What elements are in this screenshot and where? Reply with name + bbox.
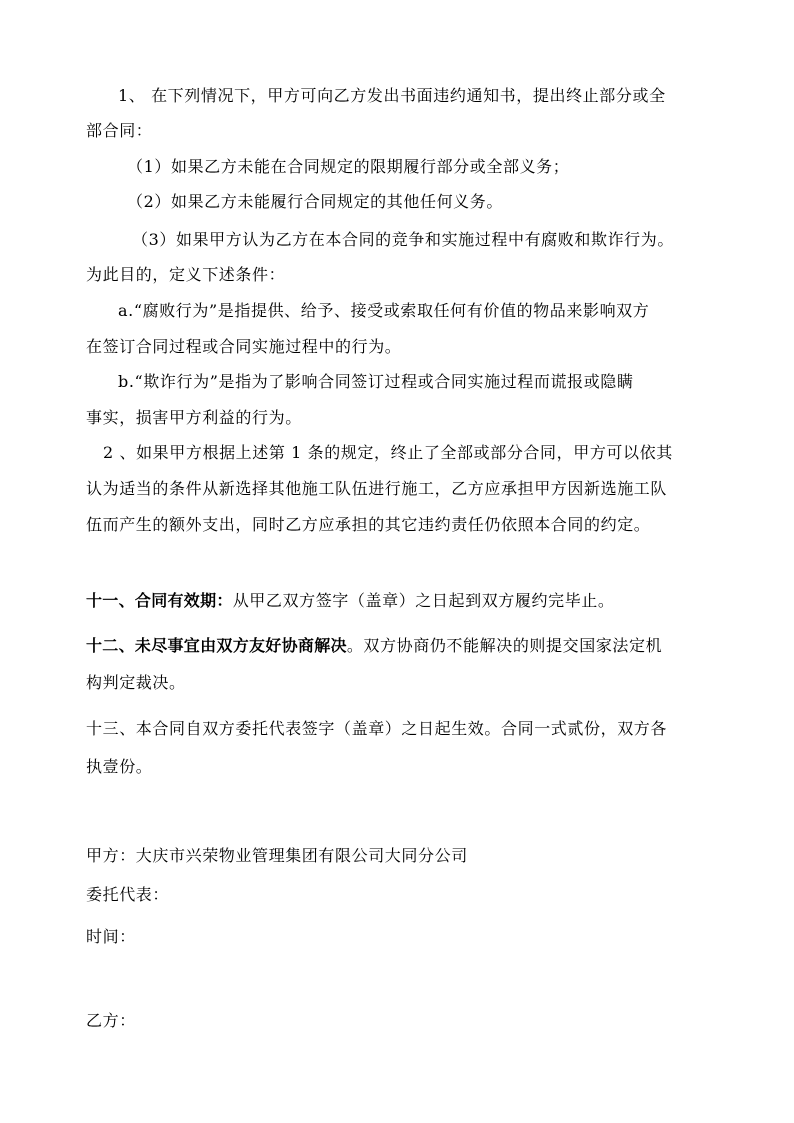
termination-item-1-line-2: 部合同： <box>86 121 153 140</box>
clause-12-line-1 <box>86 636 746 656</box>
clause-12-text: 。双方协商仍不能解决的则提交国家法定机 <box>346 636 663 655</box>
termination-item-2-line-3: 伍而产生的额外支出，同时乙方应承担的其它违约责任仍依照本合同的约定。 <box>86 515 651 534</box>
clause-12-heading: 十二、未尽事宜由双方友好协商解决 <box>86 636 347 655</box>
representative-label: 委托代表： <box>86 885 170 904</box>
clause-12-line-2: 构判定裁决。 <box>86 673 186 692</box>
termination-item-1-line-1: 1、 在下列情况下，甲方可向乙方发出书面违约通知书，提出终止部分或全 <box>118 86 666 105</box>
termination-sub-3-line-1: （3）如果甲方认为乙方在本合同的竞争和实施过程中有腐败和欺诈行为。 <box>132 230 674 249</box>
party-a: 甲方：大庆市兴荣物业管理集团有限公司大同分公司 <box>86 846 468 865</box>
termination-sub-3-line-2: 为此目的，定义下述条件： <box>86 265 286 284</box>
termination-item-2-line-2: 认为适当的条件从新选择其他施工队伍进行施工，乙方应承担甲方因新选施工队 <box>86 479 668 498</box>
clause-13-line-1 <box>86 719 746 739</box>
definition-b-line-1: b.“欺诈行为”是指为了影响合同签订过程或合同实施过程而谎报或隐瞒 <box>118 372 634 391</box>
clause-11-heading: 十一、合同有效期： <box>86 591 233 610</box>
termination-item-2-line-1: 2 、如果甲方根据上述第 1 条的规定，终止了全部或部分合同，甲方可以依其 <box>103 443 673 462</box>
termination-sub-1: （1）如果乙方未能在合同规定的限期履行部分或全部义务； <box>127 157 570 176</box>
time-label: 时间： <box>86 927 136 946</box>
definition-a-line-1: a.“腐败行为”是指提供、给予、接受或索取任何有价值的物品来影响双方 <box>118 301 650 320</box>
definition-a-line-2: 在签订合同过程或合同实施过程中的行为。 <box>86 337 402 356</box>
termination-sub-2: （2）如果乙方未能履行合同规定的其他任何义务。 <box>127 192 503 211</box>
clause-13-line-2: 执壹份。 <box>86 757 153 776</box>
party-b: 乙方： <box>86 1011 136 1030</box>
clause-11-text: 从甲乙双方签字（盖章）之日起到双方履约完毕止。 <box>232 591 615 610</box>
clause-11 <box>86 591 746 611</box>
definition-b-line-2: 事实，损害甲方利益的行为。 <box>86 408 302 427</box>
clause-13-text: 十三、本合同自双方委托代表签字（盖章）之日起生效。合同一式贰份，双方各 <box>86 719 668 738</box>
